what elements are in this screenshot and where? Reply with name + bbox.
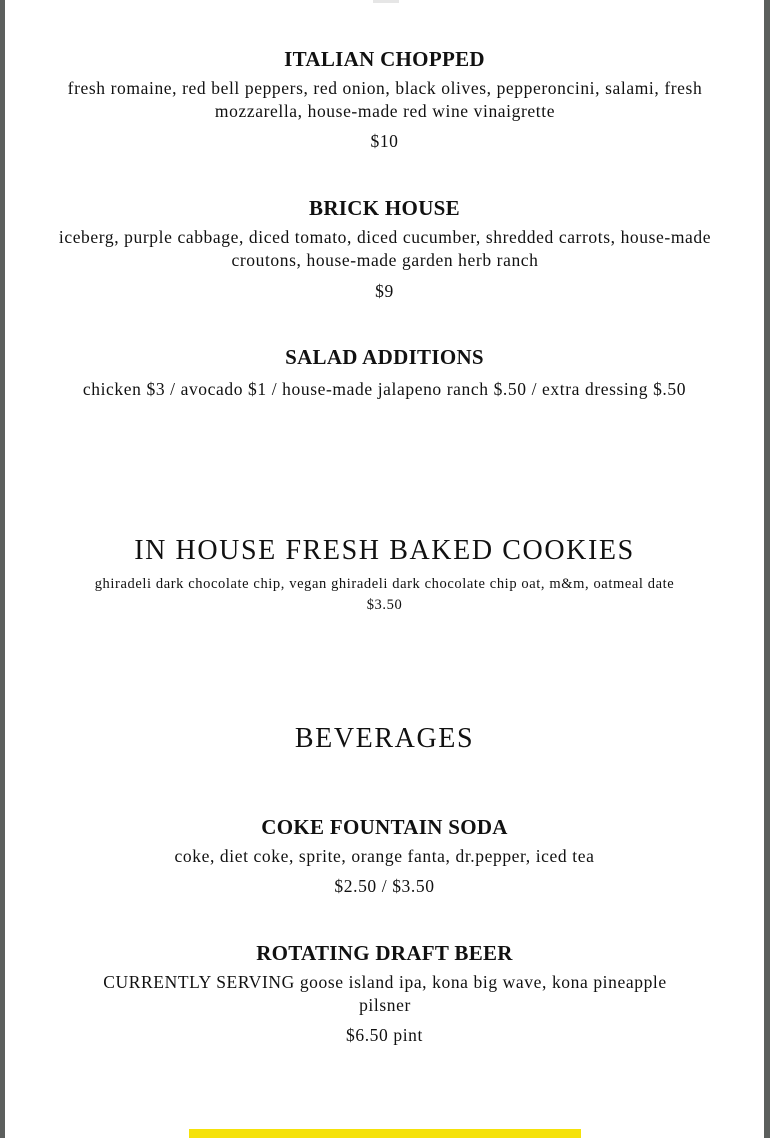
item-price-italian-chopped: $10 <box>370 131 399 151</box>
item-description-brick-house: iceberg, purple cabbage, diced tomato, diced cucumber, shredded carrots, house-made croutons, house-made garden herb ranch <box>58 227 712 270</box>
item-description-italian-chopped: fresh romaine, red bell peppers, red onion, black olives, pepperoncini, salami, fresh mozzarella, house-made red wine vinaigrette <box>67 78 703 121</box>
top-divider-mark <box>373 0 399 3</box>
item-description-coke-fountain-soda: coke, diet coke, sprite, orange fanta, dr.pepper, iced tea <box>174 846 595 866</box>
currently-serving-label: CURRENTLY SERVING <box>103 972 295 992</box>
menu-page <box>5 0 764 1138</box>
section-title-beverages: BEVERAGES <box>294 723 475 754</box>
item-description-rotating-draft-beer <box>75 971 695 1017</box>
cookies-price: $3.50 <box>366 597 403 613</box>
item-title-coke-fountain-soda: COKE FOUNTAIN SODA <box>261 815 508 839</box>
item-title-rotating-draft-beer: ROTATING DRAFT BEER <box>256 941 513 965</box>
currently-serving-list: goose island ipa, kona big wave, kona pineapple pilsner <box>299 972 667 1015</box>
item-description-salad-additions: chicken $3 / avocado $1 / house-made jalapeno ranch $.50 / extra dressing $.50 <box>82 379 687 399</box>
item-price-brick-house: $9 <box>375 281 394 301</box>
footer-accent-bar <box>189 1129 581 1138</box>
item-title-italian-chopped: ITALIAN CHOPPED <box>284 47 485 71</box>
section-title-cookies: IN HOUSE FRESH BAKED COOKIES <box>134 535 635 566</box>
item-title-brick-house: BRICK HOUSE <box>309 196 460 220</box>
item-price-coke-fountain-soda: $2.50 / $3.50 <box>334 876 435 896</box>
item-title-salad-additions: SALAD ADDITIONS <box>285 345 484 369</box>
item-price-rotating-draft-beer: $6.50 pint <box>346 1025 423 1045</box>
cookies-description: ghiradeli dark chocolate chip, vegan ghiradeli dark chocolate chip oat, m&m, oatmeal date <box>94 576 675 592</box>
